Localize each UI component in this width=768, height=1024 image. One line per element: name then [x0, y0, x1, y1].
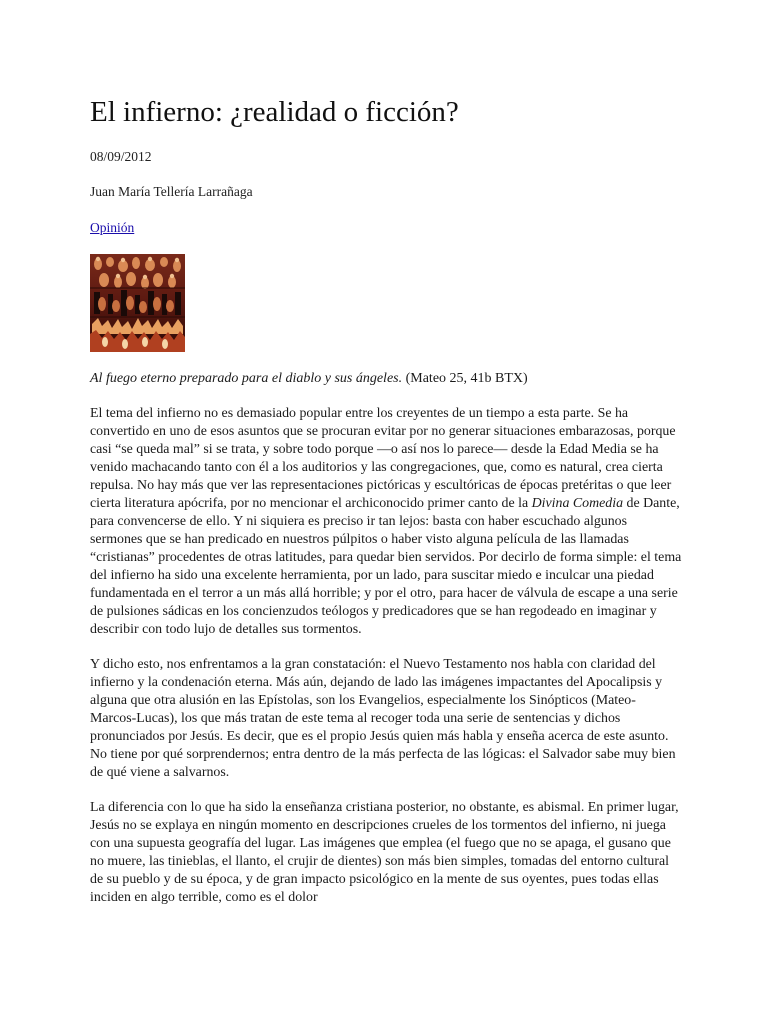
category-link[interactable]: Opinión	[90, 220, 135, 235]
hell-painting-image	[90, 254, 185, 352]
paragraph-1-part-a: El tema del infierno no es demasiado popular entre los creyentes de un tiempo a esta parte. Se ha convertido en uno de esos asuntos que se procuran evitar por no generar situaciones embarazosas, porque casi “se queda mal” si se trata, y sobre todo porque —o así nos lo parece— desde la Edad Media se ha venido machacando tanto con él a los auditorios y las congregaciones, que, como es natural, crea cierta repulsa. No hay más que ver las representaciones pictóricas y escultóricas de épocas pretéritas o que leer cierta literatura apócrifa, por no mencionar el archiconocido primer canto de la	[90, 406, 676, 511]
paragraph-1-part-b: de Dante, para convencerse de ello. Y ni siquiera es preciso ir tan lejos: basta con haber escuchado algunos sermones que se han predicado en nuestros púlpitos o haber visto alguna película de las llamadas “cristianas” procedentes de otras latitudes, para quedar bien servidos. Por decirlo de forma simple: el tema del infierno ha sido una excelente herramienta, por un lado, para suscitar miedo e inculcar una piedad fundamentada en el terror a un más allá horrible; y por el otro, para hacer de válvula de escape a una serie de pulsiones sádicas en los concienzudos teólogos y predicadores que se han regodeado en imaginar y describir con todo lujo de detalles sus tormentos.	[90, 496, 682, 637]
epigraph	[90, 370, 528, 388]
paragraph-3: La diferencia con lo que ha sido la enseñanza cristiana posterior, no obstante, es abismal. En primer lugar, Jesús no se explaya en ningún momento en descripciones crueles de los tormentos del infierno, ni juega con una supuesta geografía del lugar. Las imágenes que emplea (el fuego que no se apaga, el gusano que no muere, las tinieblas, el llanto, el crujir de dientes) son más bien simples, tomadas del entorno cultural de su pueblo y de su época, y de gran impacto psicológico en la mente de sus oyentes, pues todas ellas inciden en algo terrible, como es el dolor	[90, 800, 679, 905]
epigraph-quote: Al fuego eterno preparado para el diablo y sus ángeles.	[90, 371, 403, 386]
divina-comedia-title: Divina Comedia	[531, 496, 624, 511]
epigraph-reference: (Mateo 25, 41b BTX)	[405, 371, 528, 386]
paragraph-1	[90, 405, 682, 639]
article-date: 08/09/2012	[90, 149, 152, 164]
article-title: El infierno: ¿realidad o ficción?	[90, 96, 459, 128]
article-author: Juan María Tellería Larrañaga	[90, 184, 253, 199]
paragraph-2: Y dicho esto, nos enfrentamos a la gran constatación: el Nuevo Testamento nos habla con claridad del infierno y la condenación eterna. Más aún, dejando de lado las imágenes impactantes del Apocalipsis y alguna que otra alusión en las Epístolas, son los Evangelios, especialmente los Sinópticos (Mateo-Marcos-Lucas), los que más tratan de este tema al recoger toda una serie de sentencias y dichos pronunciados por Jesús. Es decir, que es el propio Jesús quien más habla y enseña acerca de este asunto. No tiene por qué sorprendernos; entra dentro de la más perfecta de las lógicas: el Salvador sabe muy bien de qué viene a salvarnos.	[90, 657, 676, 780]
article-body	[90, 405, 682, 924]
